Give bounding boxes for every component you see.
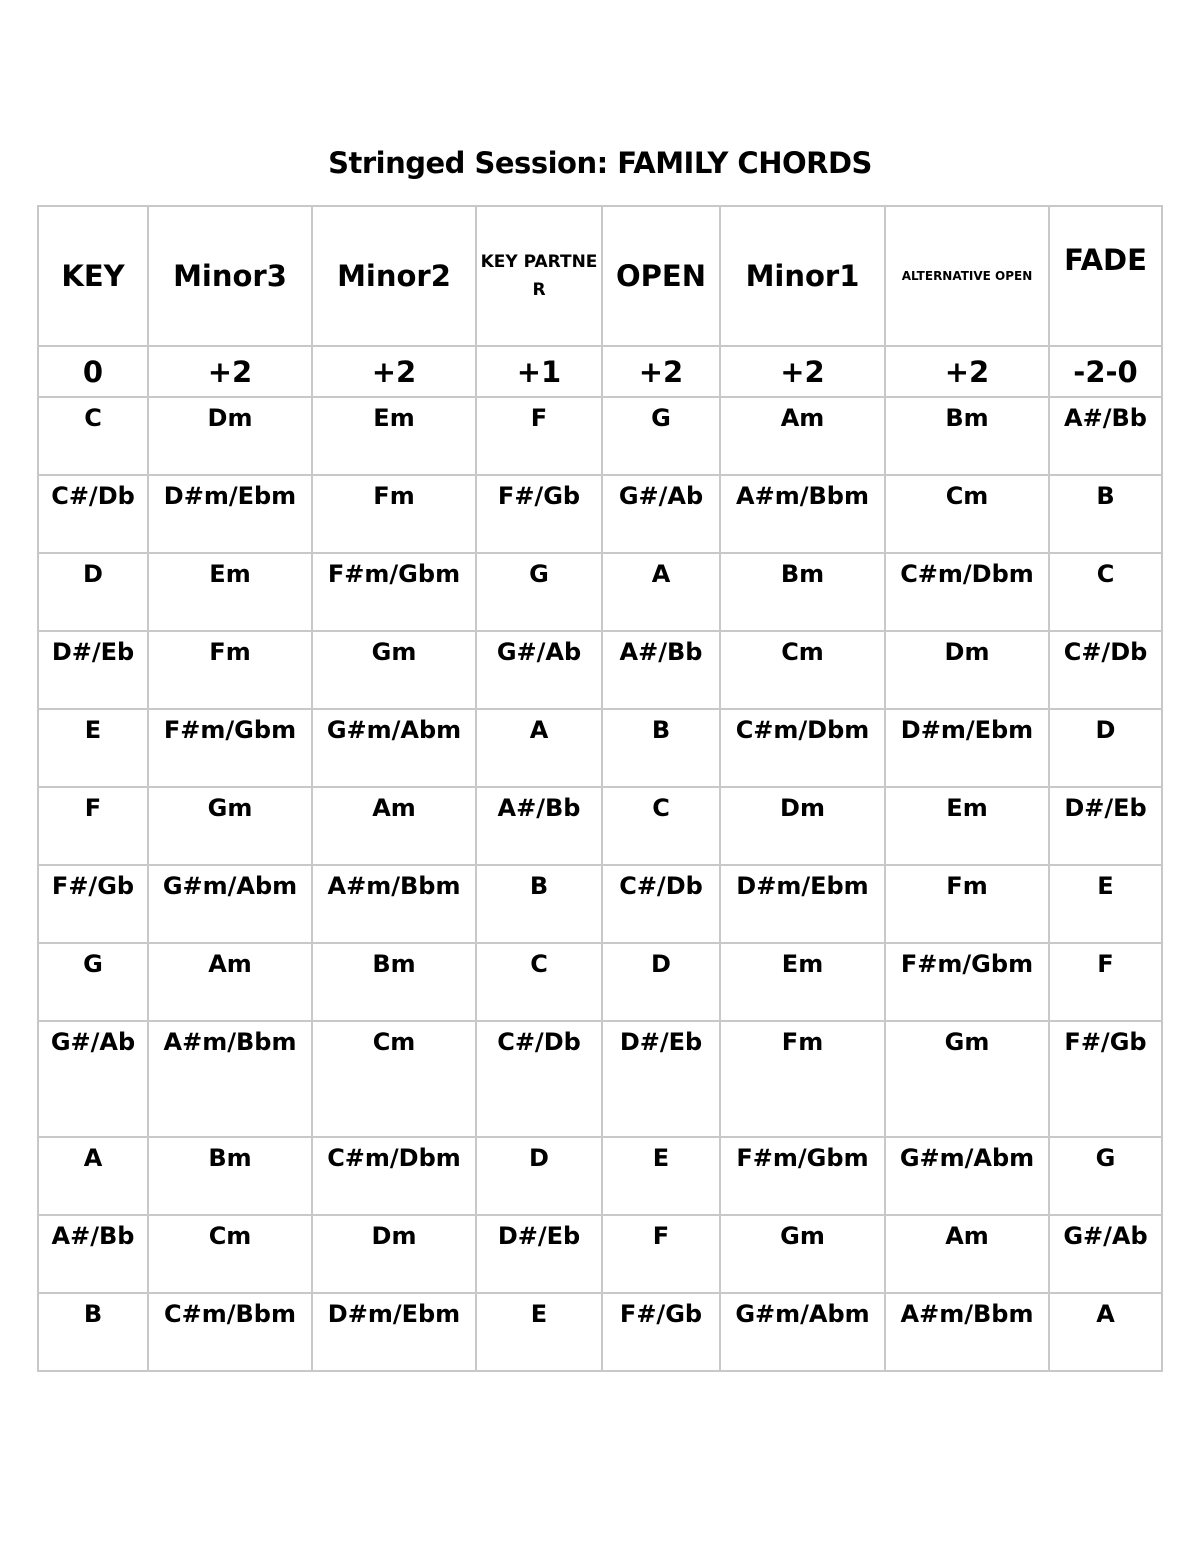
chord-cell: D#/Eb	[1049, 787, 1162, 865]
chord-cell: G	[1049, 1137, 1162, 1215]
chord-cell: D#/Eb	[476, 1215, 602, 1293]
chord-cell: F#m/Gbm	[148, 709, 312, 787]
chord-cell: D#m/Ebm	[720, 865, 885, 943]
offset-cell: +2	[720, 346, 885, 397]
chord-cell: C#m/Bbm	[148, 1293, 312, 1371]
key-cell: C	[38, 397, 148, 475]
offset-cell: 0	[38, 346, 148, 397]
chord-cell: D	[1049, 709, 1162, 787]
table-row	[38, 397, 1162, 475]
chord-cell: D	[602, 943, 720, 1021]
chord-cell: B	[602, 709, 720, 787]
key-cell: C#/Db	[38, 475, 148, 553]
table-row	[38, 709, 1162, 787]
table-row	[38, 553, 1162, 631]
chord-cell: G#m/Abm	[720, 1293, 885, 1371]
chord-cell: Em	[720, 943, 885, 1021]
header-key: KEY	[38, 206, 148, 346]
key-cell: G#/Ab	[38, 1021, 148, 1137]
key-cell: G	[38, 943, 148, 1021]
page-title: Stringed Session: FAMILY CHORDS	[328, 146, 872, 180]
chord-cell: E	[602, 1137, 720, 1215]
chord-cell: C#m/Dbm	[312, 1137, 476, 1215]
chord-cell: B	[476, 865, 602, 943]
chord-rows	[38, 397, 1162, 1371]
key-cell: F#/Gb	[38, 865, 148, 943]
offset-cell: +2	[885, 346, 1049, 397]
chord-cell: Cm	[720, 631, 885, 709]
offset-cell: +1	[476, 346, 602, 397]
offset-cell: +2	[602, 346, 720, 397]
chord-cell: Fm	[720, 1021, 885, 1137]
chord-cell: Bm	[885, 397, 1049, 475]
chord-cell: C	[476, 943, 602, 1021]
chord-cell: Fm	[885, 865, 1049, 943]
chord-cell: G#m/Abm	[312, 709, 476, 787]
chord-cell: G#m/Abm	[885, 1137, 1049, 1215]
chord-cell: F#m/Gbm	[312, 553, 476, 631]
chord-cell: A	[602, 553, 720, 631]
table-row	[38, 1215, 1162, 1293]
chord-cell: A	[476, 709, 602, 787]
table-row	[38, 1021, 1162, 1137]
chord-cell: C	[1049, 553, 1162, 631]
chord-cell: B	[1049, 475, 1162, 553]
chord-cell: Dm	[720, 787, 885, 865]
chord-cell: F#/Gb	[476, 475, 602, 553]
key-cell: A#/Bb	[38, 1215, 148, 1293]
chord-cell: A#m/Bbm	[148, 1021, 312, 1137]
chord-cell: C#/Db	[476, 1021, 602, 1137]
chord-cell: A#m/Bbm	[720, 475, 885, 553]
offset-cell: -2-0	[1049, 346, 1162, 397]
chord-cell: E	[476, 1293, 602, 1371]
key-cell: E	[38, 709, 148, 787]
chord-cell: C#/Db	[602, 865, 720, 943]
chord-cell: G#m/Abm	[148, 865, 312, 943]
header-open: OPEN	[602, 206, 720, 346]
header-key-partner: KEY PARTNER	[476, 206, 602, 346]
table-row	[38, 631, 1162, 709]
chord-cell: G	[476, 553, 602, 631]
chord-cell: D#m/Ebm	[885, 709, 1049, 787]
key-cell: A	[38, 1137, 148, 1215]
chord-cell: G#/Ab	[476, 631, 602, 709]
chord-cell: G#/Ab	[1049, 1215, 1162, 1293]
chord-cell: Am	[720, 397, 885, 475]
chord-cell: F	[602, 1215, 720, 1293]
chord-cell: E	[1049, 865, 1162, 943]
chord-cell: A#/Bb	[602, 631, 720, 709]
chord-cell: G	[602, 397, 720, 475]
chord-cell: Cm	[885, 475, 1049, 553]
chord-cell: Cm	[148, 1215, 312, 1293]
header-minor1: Minor1	[720, 206, 885, 346]
chord-cell: D#/Eb	[602, 1021, 720, 1137]
offset-cell: +2	[312, 346, 476, 397]
key-cell: D	[38, 553, 148, 631]
chord-cell: Gm	[885, 1021, 1049, 1137]
key-cell: B	[38, 1293, 148, 1371]
chord-cell: Am	[885, 1215, 1049, 1293]
chord-cell: F	[476, 397, 602, 475]
chord-cell: C	[602, 787, 720, 865]
table-row	[38, 865, 1162, 943]
chord-cell: C#/Db	[1049, 631, 1162, 709]
table-row	[38, 1137, 1162, 1215]
chord-cell: Cm	[312, 1021, 476, 1137]
chord-cell: Gm	[148, 787, 312, 865]
chord-cell: A#m/Bbm	[312, 865, 476, 943]
key-cell: D#/Eb	[38, 631, 148, 709]
header-row	[38, 206, 1162, 346]
chord-cell: Em	[312, 397, 476, 475]
header-alternative-open: ALTERNATIVE OPEN	[885, 206, 1049, 346]
offset-cell: +2	[148, 346, 312, 397]
chord-cell: Bm	[720, 553, 885, 631]
chord-cell: F	[1049, 943, 1162, 1021]
chord-cell: D#m/Ebm	[312, 1293, 476, 1371]
table-row	[38, 1293, 1162, 1371]
chord-cell: G#/Ab	[602, 475, 720, 553]
chord-cell: C#m/Dbm	[720, 709, 885, 787]
chord-cell: F#m/Gbm	[885, 943, 1049, 1021]
chord-cell: F#m/Gbm	[720, 1137, 885, 1215]
header-fade: FADE	[1049, 206, 1162, 346]
family-chords-table	[37, 205, 1163, 1372]
chord-cell: C#m/Dbm	[885, 553, 1049, 631]
chord-cell: A#/Bb	[1049, 397, 1162, 475]
chord-cell: F#/Gb	[1049, 1021, 1162, 1137]
chord-cell: F#/Gb	[602, 1293, 720, 1371]
chord-cell: Dm	[312, 1215, 476, 1293]
chord-cell: D	[476, 1137, 602, 1215]
table-row	[38, 787, 1162, 865]
chord-cell: A	[1049, 1293, 1162, 1371]
table-row	[38, 943, 1162, 1021]
offsets-row	[38, 346, 1162, 397]
header-minor2: Minor2	[312, 206, 476, 346]
key-cell: F	[38, 787, 148, 865]
chord-cell: A#m/Bbm	[885, 1293, 1049, 1371]
chord-cell: Em	[885, 787, 1049, 865]
chord-cell: A#/Bb	[476, 787, 602, 865]
chord-cell: Fm	[148, 631, 312, 709]
chord-cell: Em	[148, 553, 312, 631]
chord-cell: Fm	[312, 475, 476, 553]
chord-cell: Dm	[885, 631, 1049, 709]
chord-cell: D#m/Ebm	[148, 475, 312, 553]
header-minor3: Minor3	[148, 206, 312, 346]
chord-cell: Am	[148, 943, 312, 1021]
chord-cell: Gm	[312, 631, 476, 709]
chord-cell: Gm	[720, 1215, 885, 1293]
chord-cell: Bm	[148, 1137, 312, 1215]
chord-cell: Bm	[312, 943, 476, 1021]
table-row	[38, 475, 1162, 553]
chord-cell: Am	[312, 787, 476, 865]
chord-cell: Dm	[148, 397, 312, 475]
